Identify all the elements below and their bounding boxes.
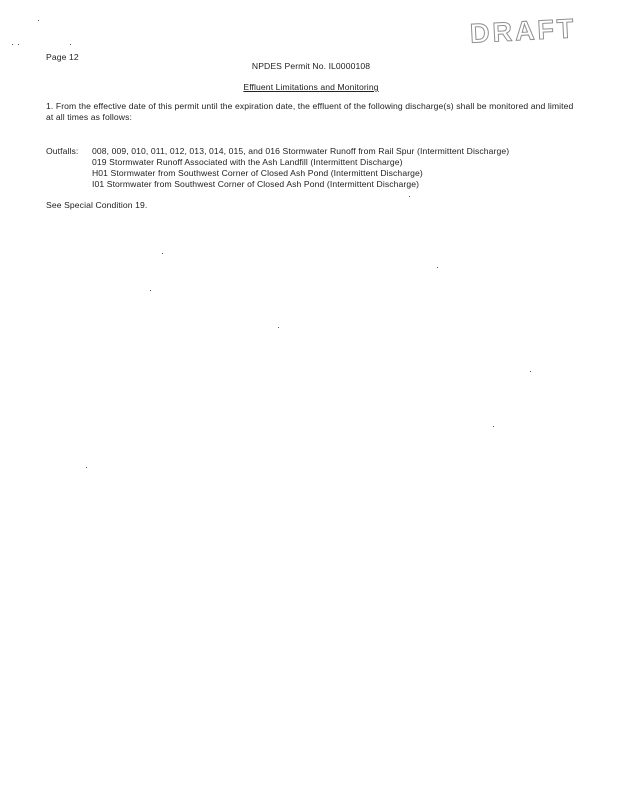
paragraph-line-1: 1. From the effective date of this permit until the expiration date, the effluent of the following discharge(s) shall be monitored and limited: [46, 101, 574, 111]
permit-number: NPDES Permit No. IL0000108: [251, 61, 371, 71]
scan-speck: [530, 371, 531, 372]
scan-speck: [162, 253, 163, 254]
scan-speck: [38, 20, 39, 21]
scan-speck: [70, 44, 71, 45]
outfall-item: H01 Stormwater from Southwest Corner of Closed Ash Pond (Intermittent Discharge): [92, 168, 423, 178]
scan-speck: [86, 467, 87, 468]
paragraph-line-2: at all times as follows:: [46, 112, 132, 122]
section-title: Effluent Limitations and Monitoring: [243, 82, 379, 92]
scan-speck: [437, 267, 438, 268]
scan-speck: [12, 44, 13, 45]
outfall-item: 019 Stormwater Runoff Associated with the Ash Landfill (Intermittent Discharge): [92, 157, 403, 167]
scan-speck: [278, 327, 279, 328]
outfalls-label: Outfalls:: [46, 146, 79, 156]
scan-speck: [18, 44, 19, 45]
page-number: Page 12: [46, 52, 79, 62]
draft-watermark: DRAFT: [468, 13, 577, 49]
scan-speck: [409, 196, 410, 197]
outfall-item: I01 Stormwater from Southwest Corner of Closed Ash Pond (Intermittent Discharge): [92, 179, 420, 189]
scan-speck: [493, 426, 494, 427]
scan-speck: [150, 290, 151, 291]
special-condition-note: See Special Condition 19.: [46, 200, 148, 210]
outfall-item: 008, 009, 010, 011, 012, 013, 014, 015, and 016 Stormwater Runoff from Rail Spur (Intermittent Discharge): [92, 146, 510, 156]
